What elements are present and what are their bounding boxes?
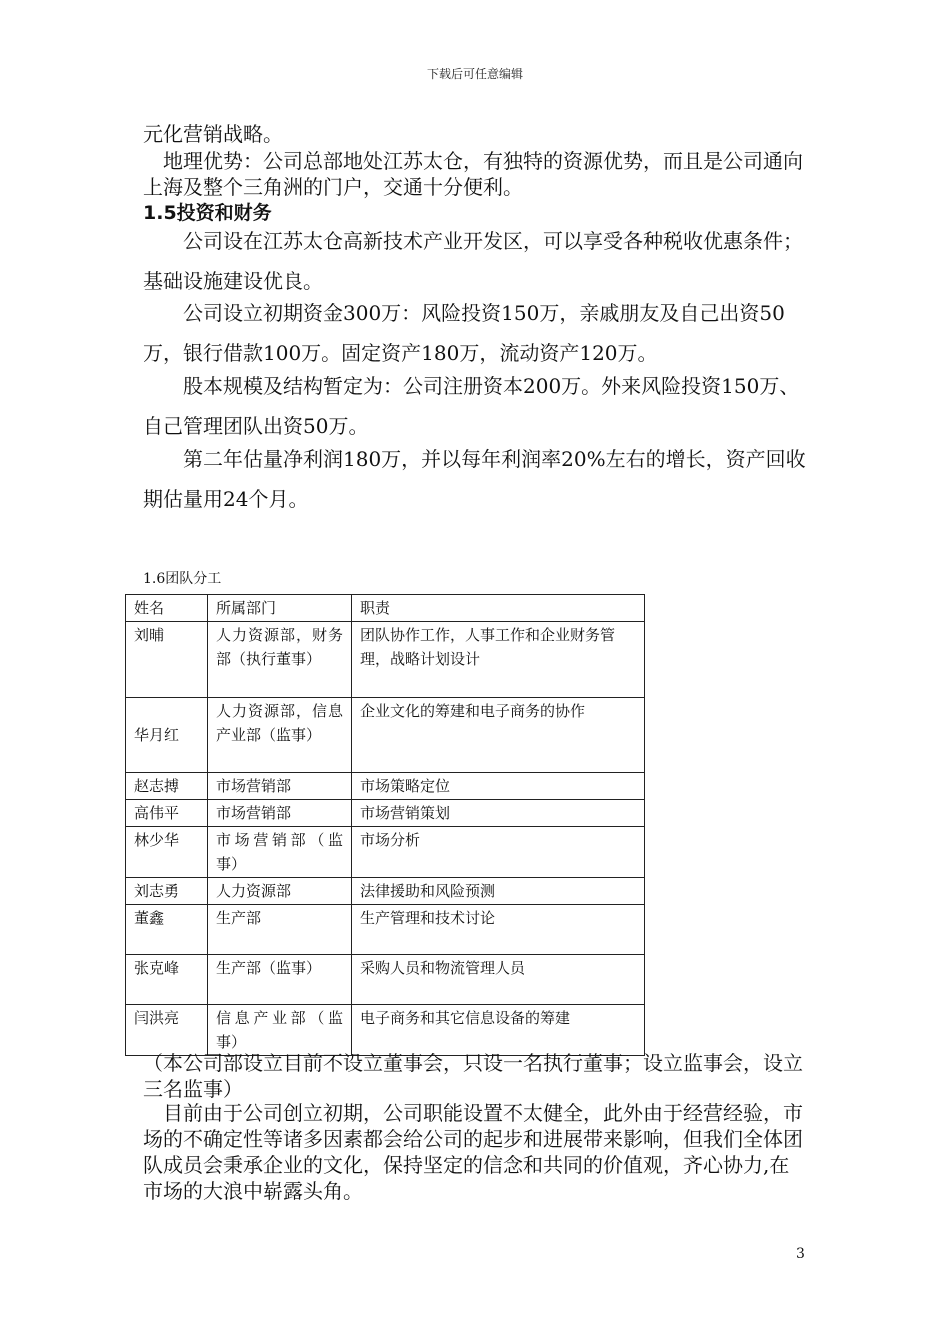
cell-name: 刘志勇: [126, 878, 208, 905]
table-row: [126, 698, 645, 773]
cell-name: 赵志搏: [126, 773, 208, 800]
cell-dept: 人力资源部，财务部（执行董事）: [208, 622, 352, 698]
team-division-table: [125, 594, 645, 1056]
header-duty: 职责: [352, 595, 645, 622]
cell-name: 刘晡: [126, 622, 208, 698]
cell-duty: 企业文化的筹建和电子商务的协作: [352, 698, 645, 773]
cell-name: 闫洪亮: [126, 1005, 208, 1056]
header-name: 姓名: [126, 595, 208, 622]
table-header-row: [126, 595, 645, 622]
cell-name: 林少华: [126, 827, 208, 878]
table-row: [126, 800, 645, 827]
cell-name: 高伟平: [126, 800, 208, 827]
cell-duty: 法律援助和风险预测: [352, 878, 645, 905]
table-row: [126, 878, 645, 905]
table-row: [126, 827, 645, 878]
cell-dept: 人力资源部: [208, 878, 352, 905]
table-row: [126, 905, 645, 955]
paragraph-geo-advantage: 地理优势：公司总部地处江苏太仓，有独特的资源优势，而且是公司通向上海及整个三角洲的门户，交通十分便利。: [143, 149, 803, 199]
table-caption: 1.6团队分工: [143, 571, 222, 587]
cell-duty: 电子商务和其它信息设备的筹建: [352, 1005, 645, 1056]
paragraph-location: 公司设在江苏太仓高新技术产业开发区，可以享受各种税收优惠条件；基础设施建设优良。: [143, 229, 803, 293]
paragraph-board-note: （本公司部设立目前不设立董事会，只设一名执行董事；设立监事会，设立三名监事）: [143, 1051, 803, 1101]
header-dept: 所属部门: [208, 595, 352, 622]
paragraph-strategy-end: 元化营销战略。: [143, 122, 283, 146]
table-row: [126, 622, 645, 698]
cell-name: 张克峰: [126, 955, 208, 1005]
cell-duty: 市场营销策划: [352, 800, 645, 827]
paragraph-initial-capital: 公司设立初期资金300万：风险投资150万，亲戚朋友及自己出资50万，银行借款100万。固定资产180万，流动资产120万。: [143, 301, 785, 365]
cell-dept: 信息产业部（监事）: [208, 1005, 352, 1056]
page-number: 3: [796, 1246, 805, 1262]
table-row: [126, 773, 645, 800]
cell-duty: 生产管理和技术讨论: [352, 905, 645, 955]
cell-dept: 生产部（监事）: [208, 955, 352, 1005]
paragraph-profit-forecast: 第二年估量净利润180万，并以每年利润率20%左右的增长，资产回收期估量用24个月。: [143, 447, 806, 511]
cell-dept: 市场营销部（监事）: [208, 827, 352, 878]
table-row: [126, 955, 645, 1005]
cell-duty: 团队协作工作，人事工作和企业财务管理，战略计划设计: [352, 622, 645, 698]
cell-dept: 市场营销部: [208, 773, 352, 800]
cell-dept: 生产部: [208, 905, 352, 955]
cell-name: 华月红: [126, 698, 208, 773]
paragraph-closing: 目前由于公司创立初期，公司职能设置不太健全，此外由于经营经验，市场的不确定性等诸多因素都会给公司的起步和进展带来影响，但我们全体团队成员会秉承企业的文化，保持坚定的信念和共同的价值观，齐心协力,在市场的大浪中崭露头角。: [143, 1101, 803, 1203]
cell-dept: 人力资源部，信息产业部（监事）: [208, 698, 352, 773]
cell-duty: 市场策略定位: [352, 773, 645, 800]
table-row: [126, 1005, 645, 1056]
cell-name: 董鑫: [126, 905, 208, 955]
cell-duty: 采购人员和物流管理人员: [352, 955, 645, 1005]
page-header: 下载后可任意编辑: [426, 67, 523, 81]
paragraph-equity-structure: 股本规模及结构暂定为：公司注册资本200万。外来风险投资150万、自己管理团队出资50万。: [143, 374, 800, 438]
cell-duty: 市场分析: [352, 827, 645, 878]
cell-dept: 市场营销部: [208, 800, 352, 827]
section-heading-investment: 1.5投资和财务: [143, 202, 272, 224]
